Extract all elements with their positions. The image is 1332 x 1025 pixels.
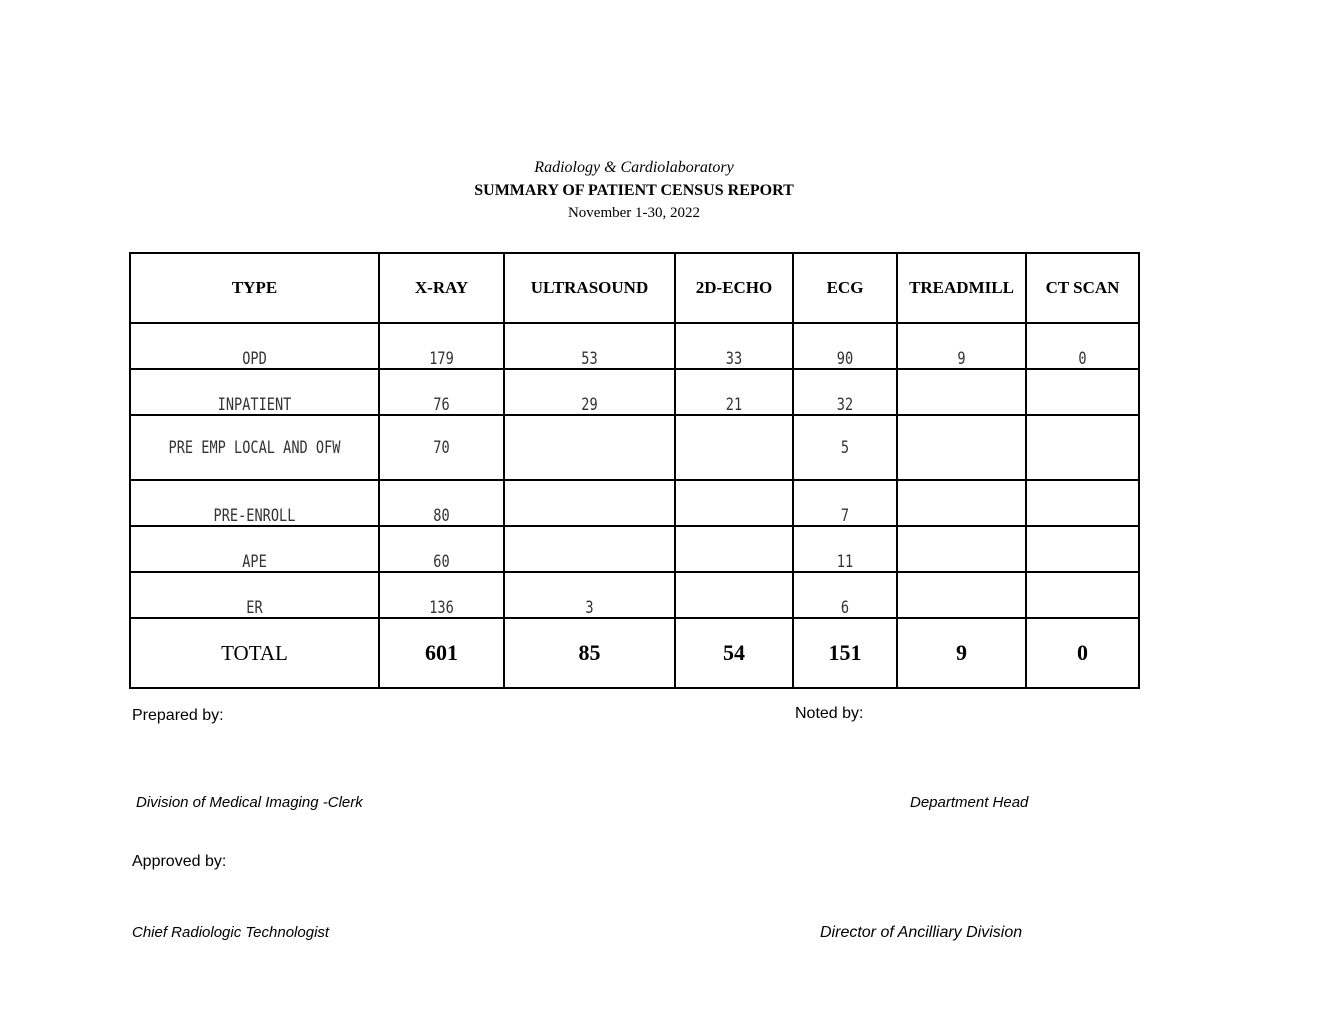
report-title: SUMMARY OF PATIENT CENSUS REPORT [474,182,794,199]
cell-xray: 76 [392,369,492,415]
cell-ct-scan [1037,480,1127,526]
col-header-ecg: ECG [793,253,897,323]
row-type: INPATIENT [155,369,354,415]
table-row-opd [130,323,1139,369]
table-row-er [130,572,1139,618]
col-header-xray: X-RAY [379,253,504,323]
cell-2d-echo: 21 [687,369,781,415]
col-header-2d-echo: 2D-ECHO [675,253,793,323]
cell-2d-echo [687,526,781,572]
census-table [129,252,1140,689]
cell-xray: 179 [392,323,492,369]
cell-treadmill [910,572,1013,618]
cell-2d-echo [687,415,781,480]
chief-technologist-title: Chief Radiologic Technologist [132,924,330,941]
prepared-by-label: Prepared by: [132,707,224,724]
cell-treadmill [910,480,1013,526]
cell-2d-echo [687,572,781,618]
report-period: November 1-30, 2022 [567,205,701,221]
total-2d-echo: 54 [675,618,793,688]
cell-treadmill [910,526,1013,572]
col-header-treadmill: TREADMILL [897,253,1026,323]
cell-xray: 60 [392,526,492,572]
cell-ultrasound [521,415,658,480]
noted-by-label: Noted by: [795,705,864,722]
cell-ecg: 7 [803,480,886,526]
cell-ct-scan [1037,369,1127,415]
cell-ecg: 6 [803,572,886,618]
total-ct-scan: 0 [1026,618,1139,688]
cell-ct-scan [1037,572,1127,618]
cell-2d-echo: 33 [687,323,781,369]
cell-xray: 136 [392,572,492,618]
total-treadmill: 9 [897,618,1026,688]
table-row-inpatient [130,369,1139,415]
col-header-ct-scan: CT SCAN [1026,253,1139,323]
cell-ultrasound [521,526,658,572]
clerk-title: Division of Medical Imaging -Clerk [136,794,363,811]
table-row-total [130,618,1139,688]
col-header-ultrasound: ULTRASOUND [504,253,675,323]
table-row-pre-enroll [130,480,1139,526]
department-head-title: Department Head [910,794,1029,811]
total-ultrasound: 85 [504,618,675,688]
cell-ct-scan [1037,415,1127,480]
cell-treadmill: 9 [910,323,1013,369]
cell-ecg: 5 [803,415,886,480]
cell-ultrasound: 29 [521,369,658,415]
table-header-row [130,253,1139,323]
cell-ecg: 90 [803,323,886,369]
cell-ct-scan: 0 [1037,323,1127,369]
cell-2d-echo [687,480,781,526]
col-header-type: TYPE [130,253,379,323]
total-xray: 601 [379,618,504,688]
row-type: ER [155,572,354,618]
cell-treadmill [910,369,1013,415]
cell-ultrasound: 3 [521,572,658,618]
row-type: PRE EMP LOCAL AND OFW [155,415,354,480]
cell-ultrasound [521,480,658,526]
cell-xray: 80 [392,480,492,526]
approved-by-label: Approved by: [132,853,227,870]
table-row-pre-emp [130,415,1139,480]
cell-xray: 70 [392,415,492,480]
director-title: Director of Ancilliary Division [820,924,1023,941]
table-row-ape [130,526,1139,572]
cell-treadmill [910,415,1013,480]
row-type: OPD [155,323,354,369]
cell-ecg: 11 [803,526,886,572]
total-ecg: 151 [793,618,897,688]
cell-ecg: 32 [803,369,886,415]
total-label: TOTAL [130,618,379,688]
cell-ultrasound: 53 [521,323,658,369]
department-name: Radiology & Cardiolaboratory [534,159,734,176]
row-type: PRE-ENROLL [155,480,354,526]
row-type: APE [155,526,354,572]
cell-ct-scan [1037,526,1127,572]
